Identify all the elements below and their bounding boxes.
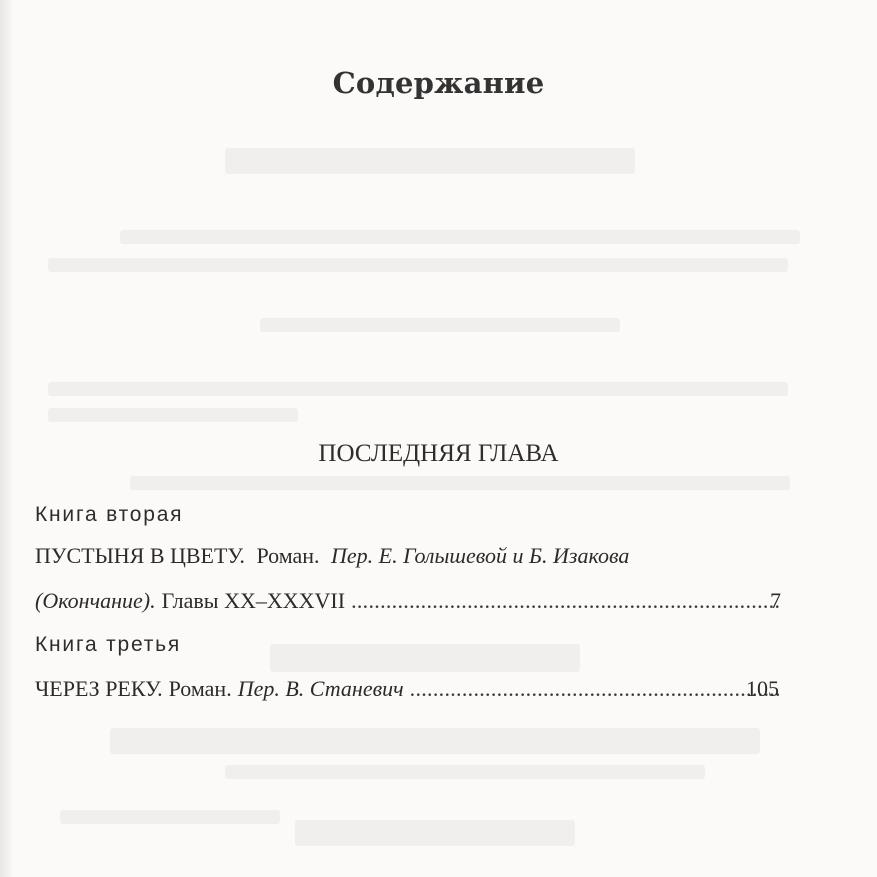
- bleed-through-line: [260, 318, 620, 332]
- book-heading-third: Книга третья: [35, 633, 182, 656]
- page-title: Содержание: [332, 66, 545, 100]
- part-title: ПОСЛЕДНЯЯ ГЛАВА: [318, 440, 559, 467]
- entry-genre: Роман.: [168, 676, 232, 701]
- entry-translators: Пер. Е. Голышевой и Б. Изакова: [331, 543, 630, 568]
- page-edge-shadow: [0, 0, 14, 877]
- bleed-through-line: [270, 644, 580, 672]
- entry-title: ПУСТЫНЯ В ЦВЕТУ.: [35, 543, 245, 568]
- dot-leader: [410, 676, 781, 702]
- page-number: 7: [770, 588, 781, 613]
- bleed-through-line: [225, 765, 705, 779]
- entry-chapters: Главы XX–XXXVII: [161, 588, 346, 613]
- bleed-through-line: [48, 382, 788, 396]
- bleed-through-line: [48, 258, 788, 272]
- entry-translators: Пер. В. Станевич: [237, 676, 404, 701]
- dot-leader: [351, 588, 781, 614]
- toc-entry-line: [35, 588, 785, 614]
- bleed-through-line: [225, 148, 635, 174]
- toc-entry-line: [35, 543, 785, 569]
- entry-note: (Окончание).: [35, 588, 156, 613]
- entry-title: ЧЕРЕЗ РЕКУ.: [35, 676, 163, 701]
- bleed-through-line: [60, 810, 280, 824]
- toc-entry-line: [35, 676, 785, 702]
- entry-genre: Роман.: [256, 543, 320, 568]
- bleed-through-line: [48, 408, 298, 422]
- bleed-through-line: [295, 820, 575, 846]
- book-heading-second: Книга вторая: [35, 503, 184, 526]
- bleed-through-line: [130, 476, 790, 490]
- bleed-through-line: [110, 728, 760, 754]
- bleed-through-line: [120, 230, 800, 244]
- page-number: 105: [746, 676, 779, 701]
